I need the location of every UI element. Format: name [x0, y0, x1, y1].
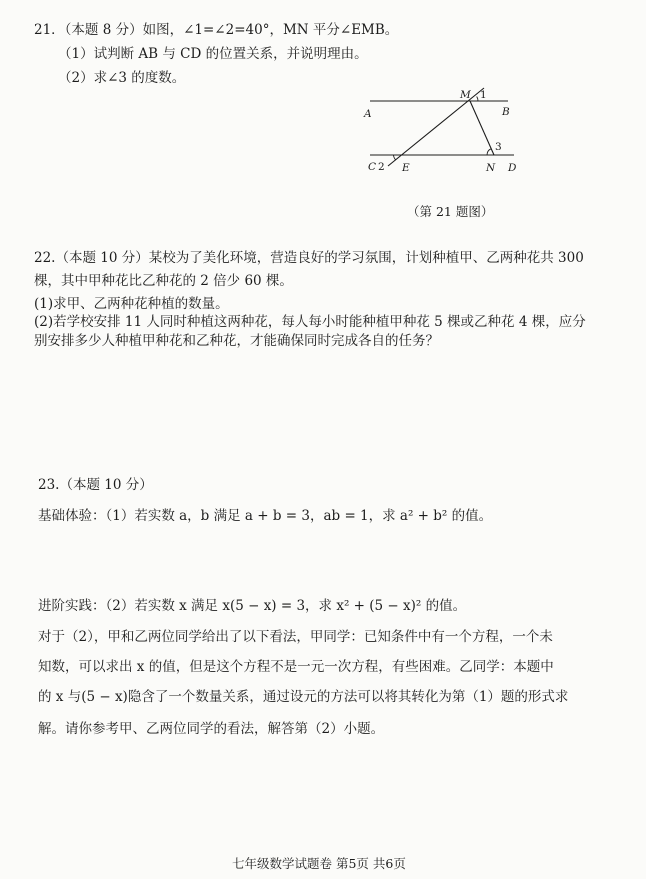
parallel-lines-figure: [362, 84, 522, 180]
label-e: E: [402, 162, 410, 174]
q21-part1: （1）试判断 AB 与 CD 的位置关系，并说明理由。: [58, 46, 368, 62]
q22-line2: 棵，其中甲种花比乙种花的 2 倍少 60 棵。: [34, 273, 293, 289]
label-m: M: [460, 89, 471, 101]
q23-advanced: 进阶实践：（2）若实数 x 满足 x(5 − x) = 3，求 x² + (5 − x)² 的值。: [38, 598, 467, 614]
label-n: N: [486, 162, 496, 174]
q22-line5: 别安排多少人种植甲种花和乙种花，才能确保同时完成各自的任务？: [34, 333, 439, 349]
q23-basic: 基础体验：（1）若实数 a，b 满足 a + b = 3，ab = 1，求 a² + b² 的值。: [38, 508, 493, 524]
segment-mn: [470, 101, 494, 155]
label-3: 3: [495, 141, 502, 153]
q22-line1: 22.（本题 10 分）某校为了美化环境，营造良好的学习氛围，计划种植甲、乙两种花共 300: [34, 250, 584, 266]
label-c: C: [368, 161, 377, 173]
angle-2-arc: [394, 155, 396, 160]
label-a: A: [364, 108, 372, 120]
page-footer: 七年级数学试题卷 第5页 共6页: [232, 856, 406, 871]
label-b: B: [502, 106, 510, 118]
label-2: 2: [378, 161, 385, 173]
q22-line4: (2)若学校安排 11 人同时种植这两种花，每人每小时能种植甲种花 5 棵或乙种花 4 棵，应分: [34, 314, 586, 330]
angle-3-arc: [487, 149, 491, 155]
q21-title: 21．（本题 8 分）如图，∠1=∠2=40°，MN 平分∠EMB。: [34, 22, 399, 38]
q21-part2: （2）求∠3 的度数。: [58, 70, 186, 86]
q23-para3: 的 x 与(5 − x)隐含了一个数量关系，通过设元的方法可以将其转化为第（1）题的形式求: [38, 689, 569, 705]
q23-para4: 解。请你参考甲、乙两位同学的看法，解答第（2）小题。: [38, 721, 385, 737]
angle-1-arc: [477, 97, 478, 102]
figure-caption: （第 21 题图）: [407, 204, 494, 219]
q23-title: 23.（本题 10 分）: [38, 477, 153, 493]
q23-para2: 知数，可以求出 x 的值，但是这个方程不是一元一次方程，有些困难。乙同学：本题中: [38, 659, 554, 675]
q22-line3: (1)求甲、乙两种花种植的数量。: [34, 296, 229, 312]
q23-para1: 对于（2），甲和乙两位同学给出了以下看法，甲同学：已知条件中有一个方程，一个未: [38, 629, 553, 645]
label-1: 1: [480, 89, 487, 101]
label-d: D: [508, 162, 517, 174]
